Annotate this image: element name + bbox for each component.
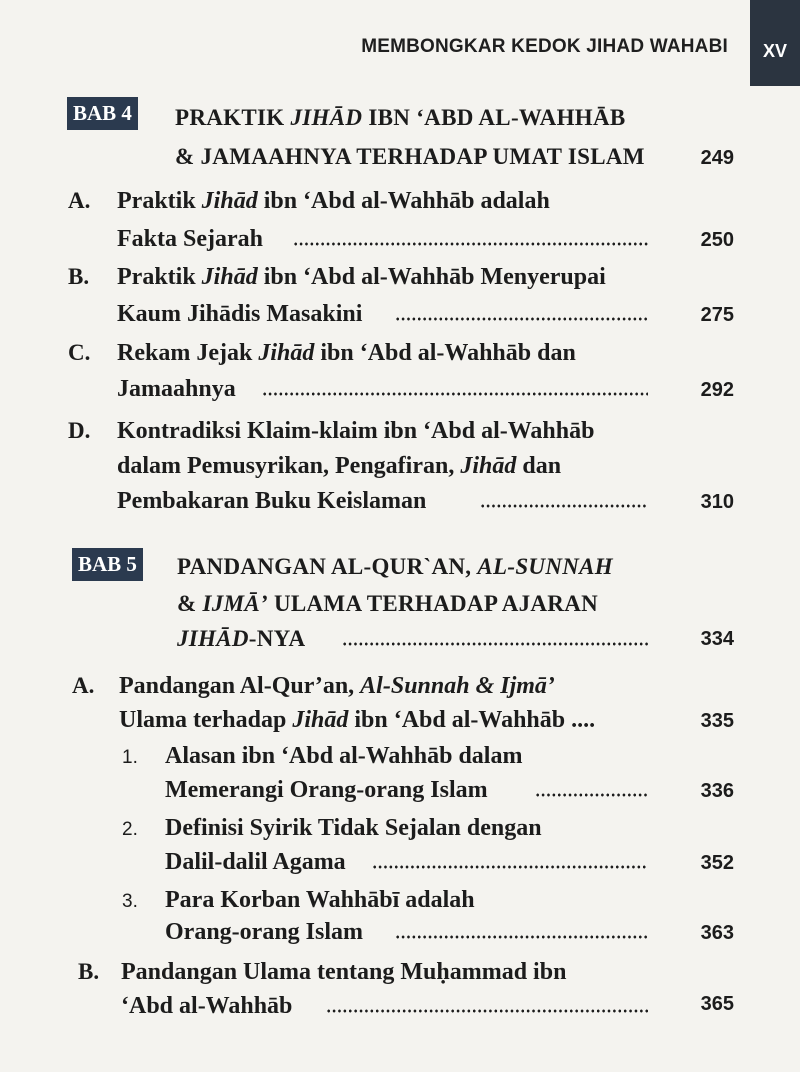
- page-number-tab: XV: [750, 0, 800, 86]
- dot-leader: [293, 242, 648, 246]
- dot-leader: [480, 504, 648, 508]
- section-marker-4b: B.: [68, 264, 90, 289]
- chapter-title-bab5-line1[interactable]: PANDANGAN AL-QUR`AN, AL-SUNNAH: [177, 554, 613, 579]
- page-number-5a1: 336: [700, 780, 734, 802]
- page-number-5a2: 352: [700, 852, 734, 874]
- section-marker-4d: D.: [68, 418, 91, 443]
- chapter-title-bab5-line2[interactable]: & IJMĀ’ ULAMA TERHADAP AJARAN: [177, 591, 599, 616]
- chapter-title-bab4-line1[interactable]: PRAKTIK JIHĀD IBN ‘ABD AL-WAHHĀB: [175, 105, 626, 130]
- toc-entry-5b-line2[interactable]: ‘Abd al-Wahhāb: [121, 993, 293, 1019]
- chapter-badge-bab5: BAB 5: [72, 548, 143, 581]
- toc-entry-4b-line1[interactable]: Praktik Jihād ibn ‘Abd al-Wahhāb Menyerupai: [117, 264, 606, 290]
- dot-leader: [342, 642, 648, 646]
- page-number-4d: 310: [700, 491, 734, 513]
- page-number-5a: 335: [700, 710, 734, 732]
- toc-entry-5a-line1[interactable]: Pandangan Al-Qur’an, Al-Sunnah & Ijmā’: [119, 673, 555, 699]
- toc-subentry-1-line2[interactable]: Memerangi Orang-orang Islam: [165, 777, 488, 803]
- toc-entry-4d-line1[interactable]: Kontradiksi Klaim-klaim ibn ‘Abd al-Wahhāb: [117, 418, 595, 444]
- page-number-4a: 250: [700, 229, 734, 251]
- toc-entry-5a-line2[interactable]: Ulama terhadap Jihād ibn ‘Abd al-Wahhāb ....: [119, 707, 596, 733]
- dot-leader: [535, 793, 648, 797]
- page-number-4b: 275: [700, 304, 734, 326]
- dot-leader: [395, 935, 648, 939]
- chapter-badge-bab4: BAB 4: [67, 97, 138, 130]
- toc-entry-4c-line1[interactable]: Rekam Jejak Jihād ibn ‘Abd al-Wahhāb dan: [117, 340, 576, 366]
- page-number-bab5: 334: [700, 628, 734, 650]
- dot-leader: [262, 392, 648, 396]
- page-number-4c: 292: [700, 379, 734, 401]
- running-header-title: MEMBONGKAR KEDOK JIHAD WAHABI: [361, 36, 728, 57]
- subsection-marker-2: 2.: [122, 819, 138, 840]
- toc-subentry-3-line1[interactable]: Para Korban Wahhābī adalah: [165, 887, 475, 913]
- toc-entry-4a-line2[interactable]: Fakta Sejarah: [117, 226, 263, 252]
- page-number-bab4: 249: [700, 147, 734, 169]
- toc-entry-4a-line1[interactable]: Praktik Jihād ibn ‘Abd al-Wahhāb adalah: [117, 188, 550, 214]
- dot-leader: [395, 317, 648, 321]
- section-marker-5b: B.: [78, 959, 100, 984]
- section-marker-4c: C.: [68, 340, 91, 365]
- section-marker-4a: A.: [68, 188, 91, 213]
- toc-subentry-2-line1[interactable]: Definisi Syirik Tidak Sejalan dengan: [165, 815, 542, 841]
- toc-subentry-2-line2[interactable]: Dalil-dalil Agama: [165, 849, 346, 875]
- dot-leader: [372, 865, 648, 869]
- toc-entry-4b-line2[interactable]: Kaum Jihādis Masakini: [117, 301, 363, 327]
- subsection-marker-1: 1.: [122, 747, 138, 768]
- dot-leader: [326, 1009, 648, 1013]
- section-marker-5a: A.: [72, 673, 95, 698]
- toc-entry-4c-line2[interactable]: Jamaahnya: [117, 376, 236, 402]
- toc-subentry-3-line2[interactable]: Orang-orang Islam: [165, 919, 363, 945]
- chapter-title-bab4-line2[interactable]: & JAMAAHNYA TERHADAP UMAT ISLAM: [175, 144, 645, 169]
- page-number-5a3: 363: [700, 922, 734, 944]
- toc-entry-5b-line1[interactable]: Pandangan Ulama tentang Muḥammad ibn: [121, 959, 567, 985]
- toc-subentry-1-line1[interactable]: Alasan ibn ‘Abd al-Wahhāb dalam: [165, 743, 523, 769]
- chapter-title-bab5-line3[interactable]: JIHĀD-NYA: [177, 626, 306, 651]
- subsection-marker-3: 3.: [122, 891, 138, 912]
- toc-entry-4d-line2[interactable]: dalam Pemusyrikan, Pengafiran, Jihād dan: [117, 453, 562, 479]
- page-number-5b: 365: [700, 993, 734, 1015]
- toc-entry-4d-line3[interactable]: Pembakaran Buku Keislaman: [117, 488, 427, 514]
